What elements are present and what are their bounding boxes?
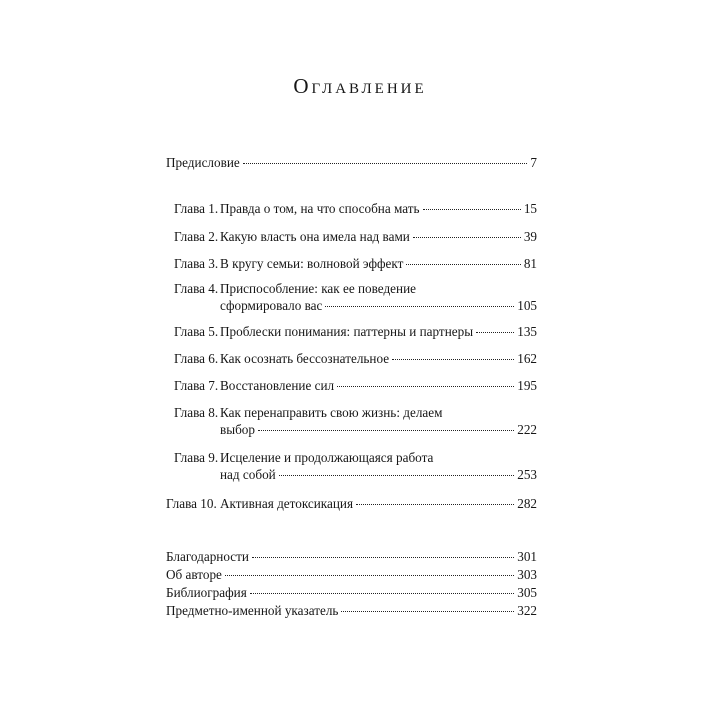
- toc-page-number: 81: [523, 256, 537, 271]
- toc-chapter-1[interactable]: [174, 201, 537, 217]
- chapter-title-line2: сформировало вас: [220, 298, 323, 313]
- chapter-number: Глава 1.: [174, 201, 219, 216]
- toc-page-number: 7: [530, 155, 537, 170]
- chapter-title-line1: Как перенаправить свою жизнь: делаем: [220, 405, 443, 420]
- dot-leader: [392, 359, 514, 360]
- chapter-title: Восстановление сил: [220, 378, 335, 393]
- chapter-title: Какую власть она имела над вами: [220, 229, 410, 244]
- dot-leader: [279, 475, 514, 476]
- chapter-number: Глава 9.: [174, 450, 219, 465]
- toc-page-number: 105: [517, 298, 537, 313]
- dot-leader: [258, 430, 514, 431]
- toc-label: Предисловие: [166, 155, 240, 170]
- chapter-title-line1: Приспособление: как ее поведение: [220, 281, 416, 296]
- toc-page-number: 305: [517, 585, 537, 600]
- toc-chapter-label: [174, 378, 334, 394]
- page-title: Оглавление: [293, 74, 427, 98]
- toc-chapter-10[interactable]: [166, 496, 537, 512]
- toc-acknowledgments[interactable]: [166, 549, 537, 565]
- toc-page-number: 301: [517, 549, 537, 564]
- chapter-number: Глава 2.: [174, 229, 219, 244]
- chapter-number: Глава 6.: [174, 351, 219, 366]
- toc-page-number: 222: [517, 422, 537, 437]
- toc-preface[interactable]: [166, 155, 537, 171]
- toc-about-author[interactable]: [166, 567, 537, 583]
- toc-label: Об авторе: [166, 567, 222, 582]
- toc-chapter-label: [174, 351, 389, 367]
- chapter-title-line2: выбор: [220, 422, 255, 437]
- chapter-number: Глава 10.: [166, 496, 217, 511]
- toc-chapter-label: [174, 256, 403, 272]
- dot-leader: [413, 237, 521, 238]
- toc-page-number: 303: [517, 567, 537, 582]
- chapter-number: Глава 4.: [174, 281, 219, 296]
- chapter-title-line1: Исцеление и продолжающаяся работа: [220, 450, 434, 465]
- toc-chapter-label: [174, 201, 420, 217]
- toc-index[interactable]: [166, 603, 537, 619]
- toc-chapter-3[interactable]: [174, 256, 537, 272]
- toc-chapter-label: [166, 496, 353, 512]
- toc-chapter-6[interactable]: [174, 351, 537, 367]
- toc-chapter-2[interactable]: [174, 229, 537, 245]
- toc-chapter-9[interactable]: [220, 467, 537, 483]
- toc-chapter-8[interactable]: [220, 422, 537, 438]
- toc-bibliography[interactable]: [166, 585, 537, 601]
- toc-page-number: 322: [517, 603, 537, 618]
- dot-leader: [341, 611, 514, 612]
- chapter-number: Глава 5.: [174, 324, 219, 339]
- dot-leader: [406, 264, 520, 265]
- dot-leader: [225, 575, 514, 576]
- toc-chapter-7[interactable]: [174, 378, 537, 394]
- chapter-title: Правда о том, на что способна мать: [220, 201, 420, 216]
- chapter-title-line2: над собой: [220, 467, 276, 482]
- toc-page-number: 135: [517, 324, 537, 339]
- dot-leader: [252, 557, 514, 558]
- chapter-title: Проблески понимания: паттерны и партнеры: [220, 324, 474, 339]
- toc-chapter-8-line1[interactable]: [174, 405, 442, 421]
- toc-page-number: 162: [517, 351, 537, 366]
- toc-page-number: 253: [517, 467, 537, 482]
- dot-leader: [243, 163, 528, 164]
- dot-leader: [325, 306, 514, 307]
- toc-chapter-4-line1[interactable]: [174, 281, 416, 297]
- chapter-title: Как осознать бессознательное: [220, 351, 390, 366]
- chapter-number: Глава 3.: [174, 256, 219, 271]
- toc-page-number: 15: [523, 201, 537, 216]
- dot-leader: [356, 504, 514, 505]
- toc-label: Предметно-именной указатель: [166, 603, 339, 618]
- toc-chapter-label: [174, 324, 473, 340]
- toc-label: Благодарности: [166, 549, 249, 564]
- toc-chapter-4[interactable]: [220, 298, 537, 314]
- chapter-number: Глава 8.: [174, 405, 219, 420]
- dot-leader: [337, 386, 514, 387]
- chapter-number: Глава 7.: [174, 378, 219, 393]
- toc-chapter-5[interactable]: [174, 324, 537, 340]
- toc-page-number: 39: [523, 229, 537, 244]
- dot-leader: [476, 332, 514, 333]
- toc-label: Библиография: [166, 585, 247, 600]
- toc-page-number: 195: [517, 378, 537, 393]
- toc-page-number: 282: [517, 496, 537, 511]
- dot-leader: [250, 593, 514, 594]
- dot-leader: [423, 209, 521, 210]
- toc-chapter-9-line1[interactable]: [174, 450, 433, 466]
- chapter-title: Активная детоксикация: [220, 496, 354, 511]
- toc-chapter-label: [174, 229, 410, 245]
- chapter-title: В кругу семьи: волновой эффект: [220, 256, 404, 271]
